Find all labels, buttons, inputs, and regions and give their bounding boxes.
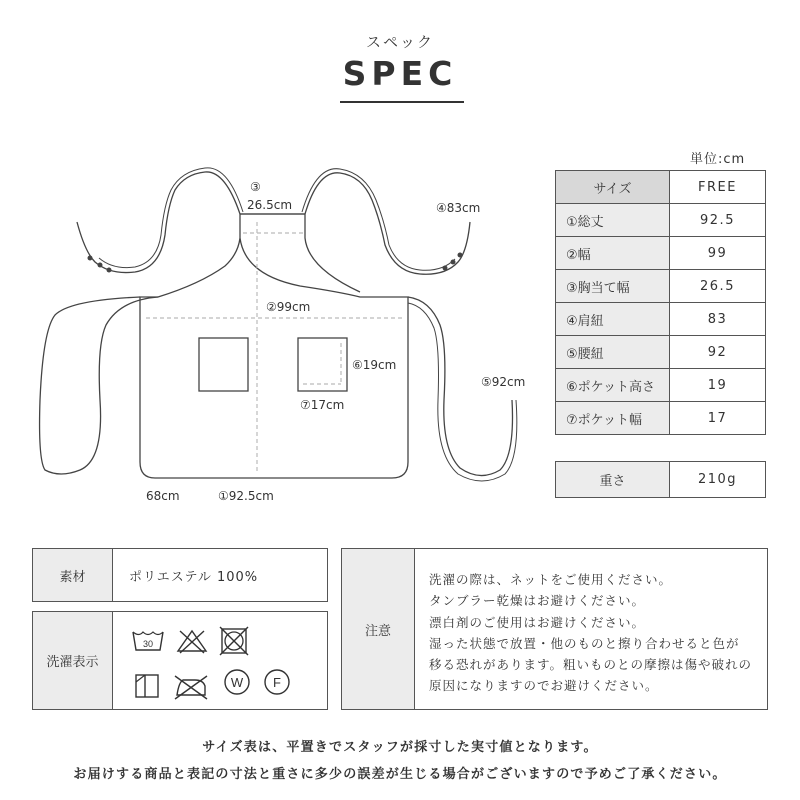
dry-clean-f-icon	[263, 668, 291, 696]
width-label: ②99cm	[266, 300, 311, 314]
washing-label: 洗濯表示	[33, 612, 113, 709]
footer-note-2: お届けする商品と表記の寸法と重さに多少の誤差が生じる場合がございますので予めご了承ください。	[73, 767, 727, 782]
row-value: 19	[670, 369, 766, 402]
spec-table-header	[556, 171, 766, 204]
note-line: 移る恐れがあります。粗いものとの摩擦は傷や破れの	[429, 657, 753, 673]
row-label: ①総丈	[556, 204, 670, 237]
row-value: 92.5	[670, 204, 766, 237]
row-label: ⑥ポケット高さ	[556, 369, 670, 402]
washing-box	[32, 611, 328, 710]
notes-label: 注意	[342, 549, 415, 709]
pocket-height-label: ⑥19cm	[352, 358, 397, 372]
right-neck-strap	[305, 173, 470, 274]
page-subtitle: スペック	[365, 33, 434, 51]
note-line: 原因になりますのでお避けください。	[429, 678, 659, 694]
notes-box	[341, 548, 768, 710]
table-row	[556, 369, 766, 402]
no-bleach-icon	[175, 628, 209, 654]
wash-30-icon	[131, 628, 165, 654]
table-row	[556, 462, 766, 498]
table-row	[556, 270, 766, 303]
material-label: 素材	[33, 549, 113, 601]
row-value: 99	[670, 237, 766, 270]
note-line: タンブラー乾燥はお避けください。	[429, 593, 646, 609]
wet-clean-w-icon	[223, 668, 251, 696]
table-row	[556, 237, 766, 270]
size-header: サイズ	[556, 171, 670, 204]
shoulder-strap-label: ④83cm	[436, 201, 481, 215]
apron-diagram	[0, 0, 540, 500]
weight-label: 重さ	[556, 462, 670, 498]
page-title: SPEC	[342, 54, 458, 93]
note-line: 湿った状態で放置・他のものと擦り合わせると色が	[429, 635, 740, 651]
right-pocket	[298, 338, 347, 391]
line-dry-shade-icon	[133, 672, 161, 700]
row-label: ⑤腰紐	[556, 336, 670, 369]
row-value: 17	[670, 402, 766, 435]
material-value: ポリエステル 100%	[129, 569, 259, 585]
size-value: FREE	[670, 171, 766, 204]
row-value: 26.5	[670, 270, 766, 303]
apron-outline	[140, 214, 408, 478]
row-label: ②幅	[556, 237, 670, 270]
table-row	[556, 204, 766, 237]
note-line: 洗濯の際は、ネットをご使用ください。	[429, 572, 673, 587]
no-tumble-dry-icon	[219, 626, 249, 656]
material-box	[32, 548, 328, 602]
table-row	[556, 402, 766, 435]
left-neck-strap	[77, 172, 240, 273]
waist-strap-label: ⑤92cm	[481, 375, 526, 389]
left-pocket	[199, 338, 248, 391]
row-value: 83	[670, 303, 766, 336]
notes-list	[415, 549, 752, 709]
row-value: 92	[670, 336, 766, 369]
wash-temp: 30	[142, 639, 154, 649]
dry-letter: F	[273, 675, 281, 690]
spec-table	[555, 170, 766, 435]
table-row	[556, 336, 766, 369]
row-label: ④肩紐	[556, 303, 670, 336]
chest-number-label: ③	[250, 180, 261, 194]
pocket-width-label: ⑦17cm	[300, 398, 345, 412]
unit-label: 単位:cm	[690, 152, 746, 167]
table-row	[556, 303, 766, 336]
wet-letter: W	[230, 675, 244, 690]
apron-body-outline	[240, 214, 360, 292]
no-iron-icon	[173, 672, 209, 700]
washing-icons	[113, 612, 327, 709]
note-line: 漂白剤のご使用はお避けください。	[429, 614, 646, 630]
weight-table	[555, 461, 766, 498]
weight-value: 210g	[670, 462, 766, 498]
row-label: ③胸当て幅	[556, 270, 670, 303]
left-strap-label: 68cm	[146, 489, 180, 503]
total-length-label: ①92.5cm	[218, 489, 274, 503]
row-label: ⑦ポケット幅	[556, 402, 670, 435]
chest-width-label: 26.5cm	[247, 198, 293, 212]
footer-note-1: サイズ表は、平置きでスタッフが採寸した実寸値となります。	[202, 740, 598, 755]
